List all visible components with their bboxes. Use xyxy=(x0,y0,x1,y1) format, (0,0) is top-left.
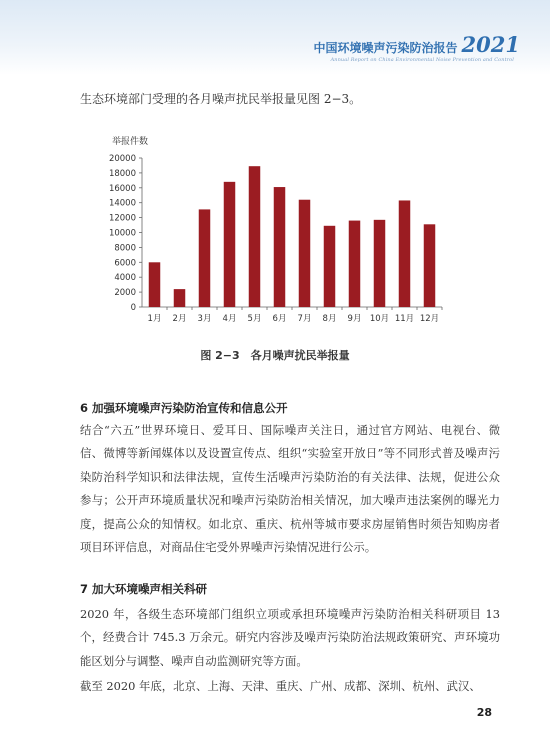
y-tick-label: 2000 xyxy=(114,288,136,299)
y-tick-label: 18000 xyxy=(108,168,136,179)
bar-chart-svg xyxy=(80,130,480,330)
x-tick-label: 11月 xyxy=(394,314,415,324)
bar-9 xyxy=(349,221,361,307)
bar-3 xyxy=(199,209,211,307)
y-tick-label: 10000 xyxy=(108,228,136,239)
section-heading-research: 7 加大环境噪声相关科研 xyxy=(80,582,208,596)
bar-8 xyxy=(324,226,336,307)
x-tick-label: 7月 xyxy=(297,314,312,324)
bar-5 xyxy=(249,166,261,307)
y-tick-label: 4000 xyxy=(114,273,136,284)
figure-caption: 图 2−3 各月噪声扰民举报量 xyxy=(200,349,350,362)
y-tick-label: 12000 xyxy=(108,213,136,224)
y-tick-label: 8000 xyxy=(114,243,136,254)
y-tick-label: 16000 xyxy=(108,183,136,194)
bar-10 xyxy=(374,220,386,307)
bar-7 xyxy=(299,200,311,307)
bar-12 xyxy=(424,224,436,307)
paragraph-cities: 截至 2020 年底，北京、上海、天津、重庆、广州、成都、深圳、杭州、武汉、 xyxy=(80,679,481,693)
x-tick-label: 6月 xyxy=(272,314,287,324)
header-subtitle-en: Annual Report on China Environmental Noise Prevention and Control xyxy=(330,57,514,63)
bar-1 xyxy=(149,262,161,307)
x-tick-label: 10月 xyxy=(369,314,390,324)
x-tick-label: 3月 xyxy=(197,314,212,324)
running-header xyxy=(314,32,520,57)
bar-6 xyxy=(274,187,286,307)
bar-2 xyxy=(174,289,186,307)
x-tick-label: 9月 xyxy=(347,314,362,324)
x-tick-label: 12月 xyxy=(419,314,440,324)
paragraph-research: 2020 年，各级生态环境部门组织立项或承担环境噪声污染防治相关科研项目 13 个，经费合计 745.3 万余元。研究内容涉及噪声污染防治法规政策研究、声环境功能区划分与调整、噪声自动监测研究等方面。 xyxy=(80,607,500,668)
monthly-complaints-chart xyxy=(80,130,480,330)
y-tick-label: 14000 xyxy=(108,198,136,209)
page-number: 28 xyxy=(476,706,492,719)
paragraph-publicity: 结合“六五”世界环境日、爱耳日、国际噪声关注日，通过官方网站、电视台、微信、微博等新闻媒体以及设置宣传点、组织“实验室开放日”等不同形式普及噪声污染防治科学知识和法律法规，宣传生活噪声污染防治的有关法律、法规，促进公众参与；公开声环境质量状况和噪声污染防治相关情况，加大噪声违法案例的曝光力度，提高公众的知情权。如北京、重庆、杭州等城市要求房屋销售时须告知购房者项目环评信息，对商品住宅受外界噪声污染情况进行公示。 xyxy=(80,423,500,555)
bar-11 xyxy=(399,200,411,307)
y-tick-label: 6000 xyxy=(114,258,136,269)
header-title: 中国环境噪声污染防治报告 xyxy=(313,41,458,55)
x-tick-label: 8月 xyxy=(322,314,337,324)
bar-4 xyxy=(224,182,236,307)
y-axis-title: 举报件数 xyxy=(112,137,149,147)
header-year: 2021 xyxy=(461,32,520,57)
y-tick-label: 0 xyxy=(130,303,136,313)
section-heading-publicity: 6 加强环境噪声污染防治宣传和信息公开 xyxy=(80,401,288,415)
intro-text: 生态环境部门受理的各月噪声扰民举报量见图 2−3。 xyxy=(80,92,362,106)
x-tick-label: 1月 xyxy=(147,314,162,324)
y-tick-label: 20000 xyxy=(108,154,136,164)
x-tick-label: 2月 xyxy=(172,314,187,324)
x-tick-label: 4月 xyxy=(222,314,237,324)
x-tick-label: 5月 xyxy=(247,314,262,324)
